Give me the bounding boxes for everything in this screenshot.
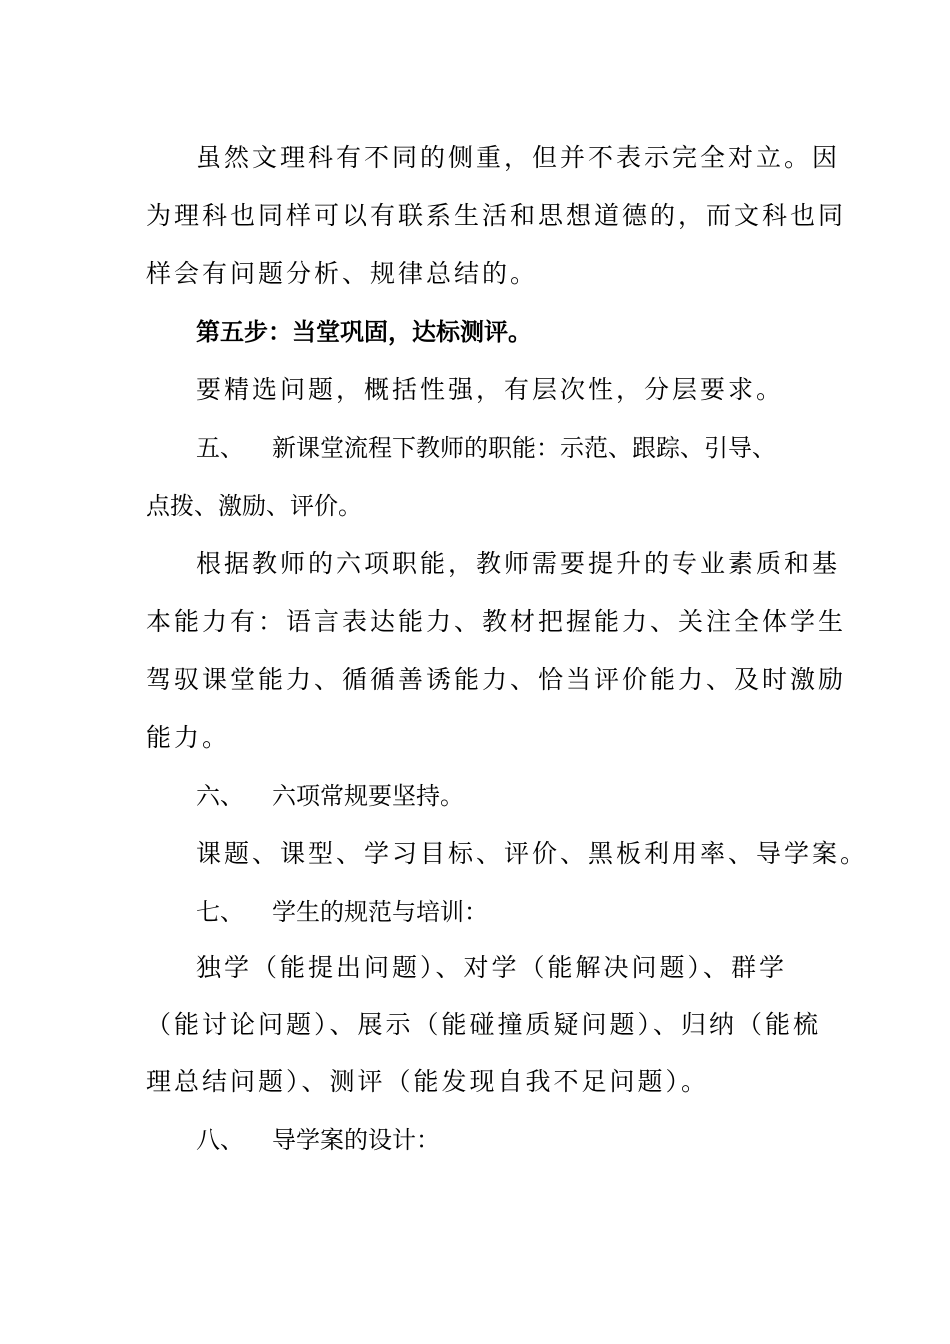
paragraph-line: 本能力有：语言表达能力、教材把握能力、关注全体学生: [146, 607, 847, 636]
paragraph-line: 驾驭课堂能力、循循善诱能力、恰当评价能力、及时激励: [146, 665, 847, 694]
paragraph-line: 为理科也同样可以有联系生活和思想道德的，而文科也同: [146, 201, 847, 230]
paragraph-line: 样会有问题分析、规律总结的。: [146, 259, 539, 288]
section-title: 六项常规要坚持。: [272, 782, 464, 810]
paragraph-line: 能力。: [146, 723, 231, 752]
paragraph-line: 根据教师的六项职能，教师需要提升的专业素质和基: [196, 549, 841, 578]
paragraph-line: 独学（能提出问题）、对学（能解决问题）、群学: [196, 953, 788, 982]
paragraph-line: （能讨论问题）、展示（能碰撞质疑问题）、归纳（能梳: [146, 1010, 822, 1039]
section-title: 学生的规范与培训：: [272, 898, 488, 926]
paragraph-line: 课题、课型、学习目标、评价、黑板利用率、导学案。: [196, 839, 869, 868]
step-five-heading: 第五步：当堂巩固，达标测评。: [196, 318, 532, 346]
section-six-heading: [0, 776, 950, 816]
paragraph-line: 理总结问题）、测评（能发现自我不足问题）。: [146, 1067, 710, 1096]
section-five-heading: [0, 428, 950, 468]
section-five-heading-cont: 点拨、激励、评价。: [146, 492, 362, 520]
section-number: 七、: [196, 898, 244, 926]
section-number: 六、: [196, 782, 244, 810]
section-number: 八、: [196, 1126, 244, 1154]
section-title: 导学案的设计：: [272, 1126, 440, 1154]
section-eight-heading: [0, 1120, 950, 1160]
section-title: 新课堂流程下教师的职能：示范、跟踪、引导、: [272, 434, 776, 462]
section-number: 五、: [196, 434, 244, 462]
paragraph-line: 要精选问题，概括性强，有层次性，分层要求。: [196, 375, 785, 404]
section-seven-heading: [0, 892, 950, 932]
paragraph-line: 虽然文理科有不同的侧重，但并不表示完全对立。因: [196, 143, 841, 172]
